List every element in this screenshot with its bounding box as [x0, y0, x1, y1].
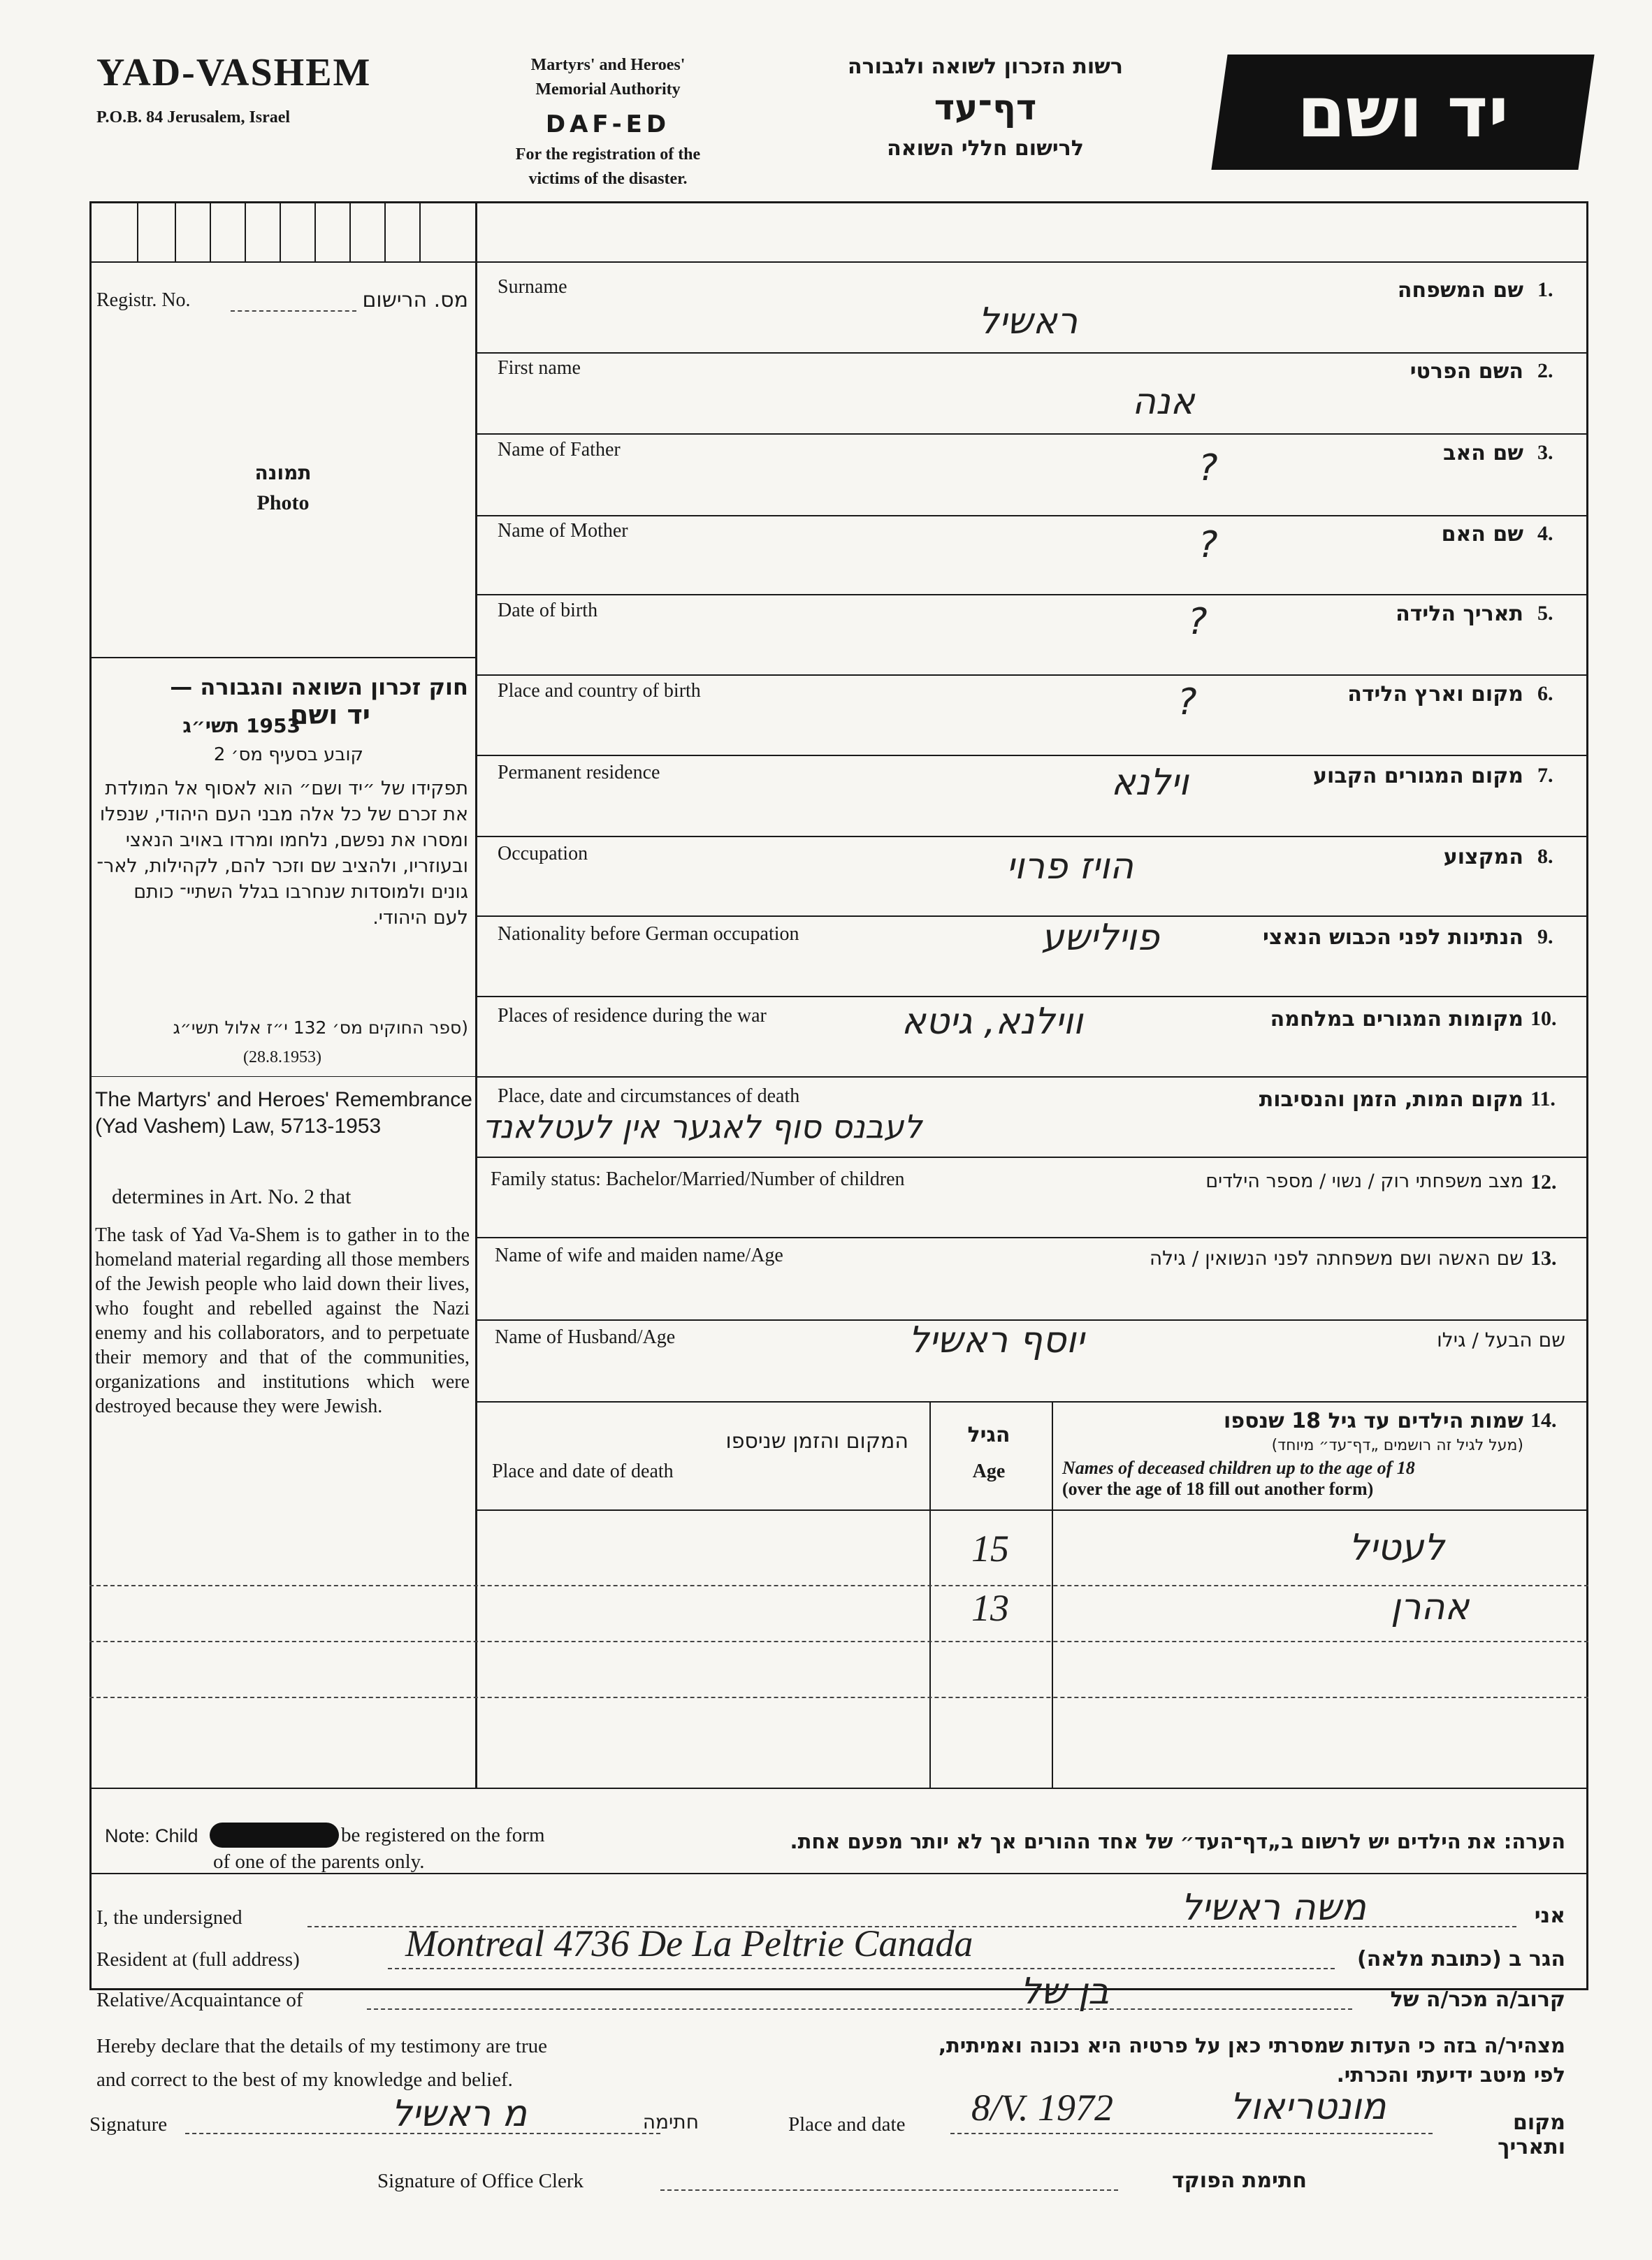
place-value: מונטריאול [1230, 2086, 1386, 2128]
field-9-number: 9. [1537, 925, 1553, 948]
field-9-label-en: Nationality before German occupation [498, 923, 799, 945]
children-sub-he: (מעל לגיל זה רושמים „דף־עד״ מיוחד) [1271, 1437, 1523, 1454]
tick [384, 201, 386, 261]
purpose-line-2: victims of the disaster. [528, 170, 688, 188]
field-6-value: ? [1178, 681, 1197, 723]
tick [280, 201, 281, 261]
children-row-line [89, 1697, 1588, 1698]
resident-label-en: Resident at (full address) [96, 1948, 300, 1971]
field-6-label-en: Place and country of birth [498, 680, 701, 702]
org-title: YAD-VASHEM [96, 51, 372, 94]
note-en-3: of one of the parents only. [213, 1850, 425, 1873]
child-1-age: 15 [971, 1528, 1009, 1570]
row-line [475, 915, 1588, 917]
place-date-value: 8/V. 1972 [971, 2087, 1114, 2129]
signature-value: מ ראשיל [391, 2093, 527, 2135]
field-5-value: ? [1188, 601, 1208, 643]
clerk-line [660, 2189, 1118, 2191]
field-9-value: פוילישע [1041, 917, 1159, 959]
row-line [475, 836, 1588, 837]
field-3-number: 3. [1537, 441, 1553, 464]
field-10-value: ווילנא, גיטא [901, 1001, 1083, 1043]
children-col-divider [1052, 1401, 1053, 1788]
field-4-label-en: Name of Mother [498, 520, 628, 542]
place-date-label-en: Place and date [788, 2113, 906, 2136]
field-8-label-en: Occupation [498, 843, 588, 864]
relative-value: בן של [1020, 1971, 1110, 2013]
law-date: (28.8.1953) [243, 1048, 321, 1066]
children-title-en-2: (over the age of 18 fill out another form) [1062, 1479, 1374, 1499]
law-text-en: The task of Yad Va-Shem is to gather in to the homeland material regarding all those members of the Jewish people who laid down their lives, who fought and rebelled against the Nazi enemy and his collaborators, and to perpetuate their memory and that of the communities, organizations and institutions which were destroyed because they were Jewish. [95, 1224, 470, 1417]
tick [314, 201, 316, 261]
sidebar-divider [475, 201, 477, 1788]
note-en-1: Note: Child [105, 1825, 198, 1846]
undersigned-label-en: I, the undersigned [96, 1906, 242, 1929]
declare-en-2: and correct to the best of my knowledge and belief. [96, 2069, 513, 2091]
field-11-label-en: Place, date and circumstances of death [498, 1085, 800, 1107]
heb-authority: רשות הזכרון לשואה ולגבורה [848, 55, 1123, 79]
field-6-number: 6. [1537, 682, 1553, 705]
law-text-he: תפקידו של ״יד ושם״ הוא לאסוף אל המולדת את זכרם של כל אלה מבני העם היהודי, שנפלו ומסרו את נפשם, נלחמו ומרדו באויב הנאצי ובעוזריו, ולהציב שם וזכר להם, לקהילות, לאר־ גונים ולמוסדות שנחרבו בגלל השתיי־ כותם לעם היהודי. [96, 778, 468, 929]
law-ref-he: (ספר החוקים מס׳ 132 י״ז אלול תשי״ג [173, 1017, 468, 1038]
field-7-value: וילנא [1111, 762, 1189, 804]
row-line [475, 433, 1588, 435]
tick [349, 201, 351, 261]
row-line [475, 1237, 1588, 1238]
authority-line-1: Martyrs' and Heroes' [530, 56, 686, 74]
authority-line-2: Memorial Authority [535, 80, 681, 99]
row-line [475, 996, 1588, 997]
row-line [475, 515, 1588, 516]
law-divider [89, 1076, 475, 1077]
husband-value: יוסף ראשיל [908, 1319, 1085, 1361]
field-2-number: 2. [1537, 359, 1553, 382]
yad-vashem-logo [1211, 55, 1594, 170]
declare-en-1: Hereby declare that the details of my testimony are true [96, 2035, 547, 2057]
row-line [475, 1157, 1588, 1158]
law-determines: determines in Art. No. 2 that [112, 1185, 352, 1208]
field-3-label-en: Name of Father [498, 439, 621, 461]
row-line [475, 1401, 1588, 1403]
field-8-value: הויז פרוי [1006, 846, 1133, 888]
org-address: P.O.B. 84 Jerusalem, Israel [96, 108, 291, 126]
field-7-label-en: Permanent residence [498, 762, 660, 783]
field-6-label-he: מקום וארץ הלידה [1347, 682, 1523, 707]
field-3-value: ? [1198, 447, 1218, 489]
purpose-line-1: For the registration of the [515, 145, 701, 164]
photo-bottom-line [89, 657, 475, 658]
undersigned-label-he: אני [1534, 1904, 1565, 1928]
heb-purpose: לרישום חללי השואה [887, 136, 1084, 161]
registr-line [231, 310, 356, 312]
husband-label-he: שם הבעל / גילו [1437, 1328, 1565, 1352]
field-5-label-en: Date of birth [498, 600, 598, 621]
field-5-number: 5. [1537, 602, 1553, 625]
field-11-label-he: מקום המות, הזמן והנסיבות [1259, 1087, 1523, 1112]
death-label-he: המקום והזמן שניספו [725, 1429, 908, 1454]
row-line [475, 674, 1588, 676]
photo-label-he: תמונה [254, 461, 312, 484]
signature-label-en: Signature [89, 2113, 168, 2136]
field-12-number: 12. [1530, 1171, 1557, 1194]
child-2-age: 13 [971, 1587, 1009, 1629]
field-2-label-he: השם הפרטי [1410, 359, 1523, 384]
top-strip-line [89, 261, 1588, 263]
law-title-en: The Martyrs' and Heroes' Remembrance (Yad Vashem) Law, 5713-1953 [95, 1088, 472, 1138]
field-7-number: 7. [1537, 764, 1553, 787]
field-10-label-he: מקומות המגורים במלחמה [1270, 1007, 1523, 1031]
place-date-line [950, 2133, 1433, 2134]
children-title-en-1: Names of deceased children up to the age of 18 [1062, 1458, 1415, 1478]
field-12-label-he: מצב משפחתי רוק / נשוי / מספר הילדים [1205, 1171, 1523, 1192]
law-title-he-1: חוק זכרון השואה והגבורה — [170, 674, 468, 700]
children-row-line [89, 1585, 1588, 1586]
form-name: DAF-ED [545, 110, 671, 138]
children-bottom-line [89, 1788, 1588, 1789]
field-2-label-en: First name [498, 357, 581, 379]
declare-he-1: מצהיר/ה בזה כי העדות שמסרתי כאן על פרטיה היא נכונה ואמיתית, [938, 2034, 1565, 2057]
resident-value: Montreal 4736 De La Peltrie Canada [405, 1922, 973, 1964]
field-1-value: ראשיל [978, 300, 1078, 342]
children-row-line [89, 1641, 1588, 1642]
field-4-number: 4. [1537, 522, 1553, 545]
relative-label-en: Relative/Acquaintance of [96, 1989, 303, 2011]
field-2-value: אנה [1132, 381, 1195, 423]
law-title-he-2: יד ושם [289, 700, 370, 730]
children-title-he: שמות הילדים עד גיל 18 שנספו [1224, 1409, 1523, 1433]
row-line [475, 594, 1588, 595]
field-1-number: 1. [1537, 278, 1553, 301]
children-header-line [475, 1509, 1588, 1511]
field-5-label-he: תאריך הלידה [1396, 602, 1523, 626]
field-1-label-he: שם המשפחה [1397, 278, 1523, 303]
clerk-label-he: חתימת הפוקד [1172, 2168, 1307, 2193]
law-title-he-4: קובע בסעיף מס׳ 2 [213, 744, 363, 765]
children-col-divider [929, 1401, 931, 1788]
logo-text: יד ושם [1297, 71, 1509, 153]
death-label-en: Place and date of death [492, 1461, 674, 1482]
field-4-label-he: שם האם [1441, 522, 1523, 546]
field-4-value: ? [1198, 524, 1218, 566]
declare-he-2: לפי מיטב ידיעתי והכרתי. [1336, 2063, 1565, 2087]
redaction-mark [210, 1823, 339, 1848]
signature-label-he: חתימה [642, 2110, 699, 2134]
field-7-label-he: מקום המגורים הקבוע [1313, 764, 1523, 788]
field-1-label-en: Surname [498, 276, 567, 298]
heb-form-name: דף־עד [934, 87, 1037, 128]
undersigned-value: משה ראשיל [1181, 1887, 1366, 1929]
field-10-label-en: Places of residence during the war [498, 1005, 767, 1027]
field-12-label-en: Family status: Bachelor/Married/Number of children [491, 1168, 905, 1190]
resident-line [388, 1968, 1335, 1969]
clerk-label-en: Signature of Office Clerk [377, 2170, 584, 2192]
tick [137, 201, 138, 261]
tick [210, 201, 211, 261]
resident-label-he: הגר ב (כתובת מלאה) [1356, 1947, 1565, 1971]
tick [419, 201, 421, 261]
field-9-label-he: הנתינות לפני הכבוש הנאצי [1263, 925, 1523, 950]
registr-label: Registr. No. [96, 289, 191, 311]
husband-label-en: Name of Husband/Age [495, 1326, 676, 1348]
field-3-label-he: שם האב [1443, 441, 1523, 465]
registr-label-he: מס. הרישום [362, 288, 468, 312]
note-en-2: be registered on the form [341, 1824, 545, 1846]
tick [175, 201, 176, 261]
age-label-he: הגיל [967, 1423, 1010, 1447]
tick [245, 201, 246, 261]
field-11-value: לעבנס סוף לאגער אין לעטלאנד [482, 1108, 922, 1145]
note-he: הערה: את הילדים יש לרשום ב„דף־העד״ של אחד ההורים אך לא יותר מפעם אחת. [790, 1830, 1565, 1853]
child-2-name: אהרן [1391, 1586, 1470, 1628]
field-8-label-he: המקצוע [1443, 845, 1523, 869]
field-10-number: 10. [1530, 1007, 1557, 1030]
place-date-label-he: מקום ותאריך [1498, 2110, 1565, 2159]
row-line [475, 1076, 1588, 1078]
field-13-number: 13. [1530, 1247, 1557, 1270]
row-line [475, 755, 1588, 756]
field-14-number: 14. [1530, 1409, 1557, 1432]
photo-label-en: Photo [256, 491, 310, 514]
child-1-name: לעטיל [1349, 1527, 1445, 1569]
relative-line [367, 2008, 1352, 2010]
field-11-number: 11. [1530, 1087, 1556, 1110]
field-13-label-he: שם האשה ושם משפחתה לפני הנשואין / גילה [1149, 1247, 1523, 1270]
age-label-en: Age [972, 1461, 1006, 1482]
row-line [475, 352, 1588, 354]
relative-label-he: קרוב/ה מכר/ה של [1390, 1987, 1565, 2012]
law-title-he-3: 1953 תשי״ג [182, 714, 300, 737]
field-13-label-en: Name of wife and maiden name/Age [495, 1245, 783, 1266]
field-8-number: 8. [1537, 845, 1553, 868]
